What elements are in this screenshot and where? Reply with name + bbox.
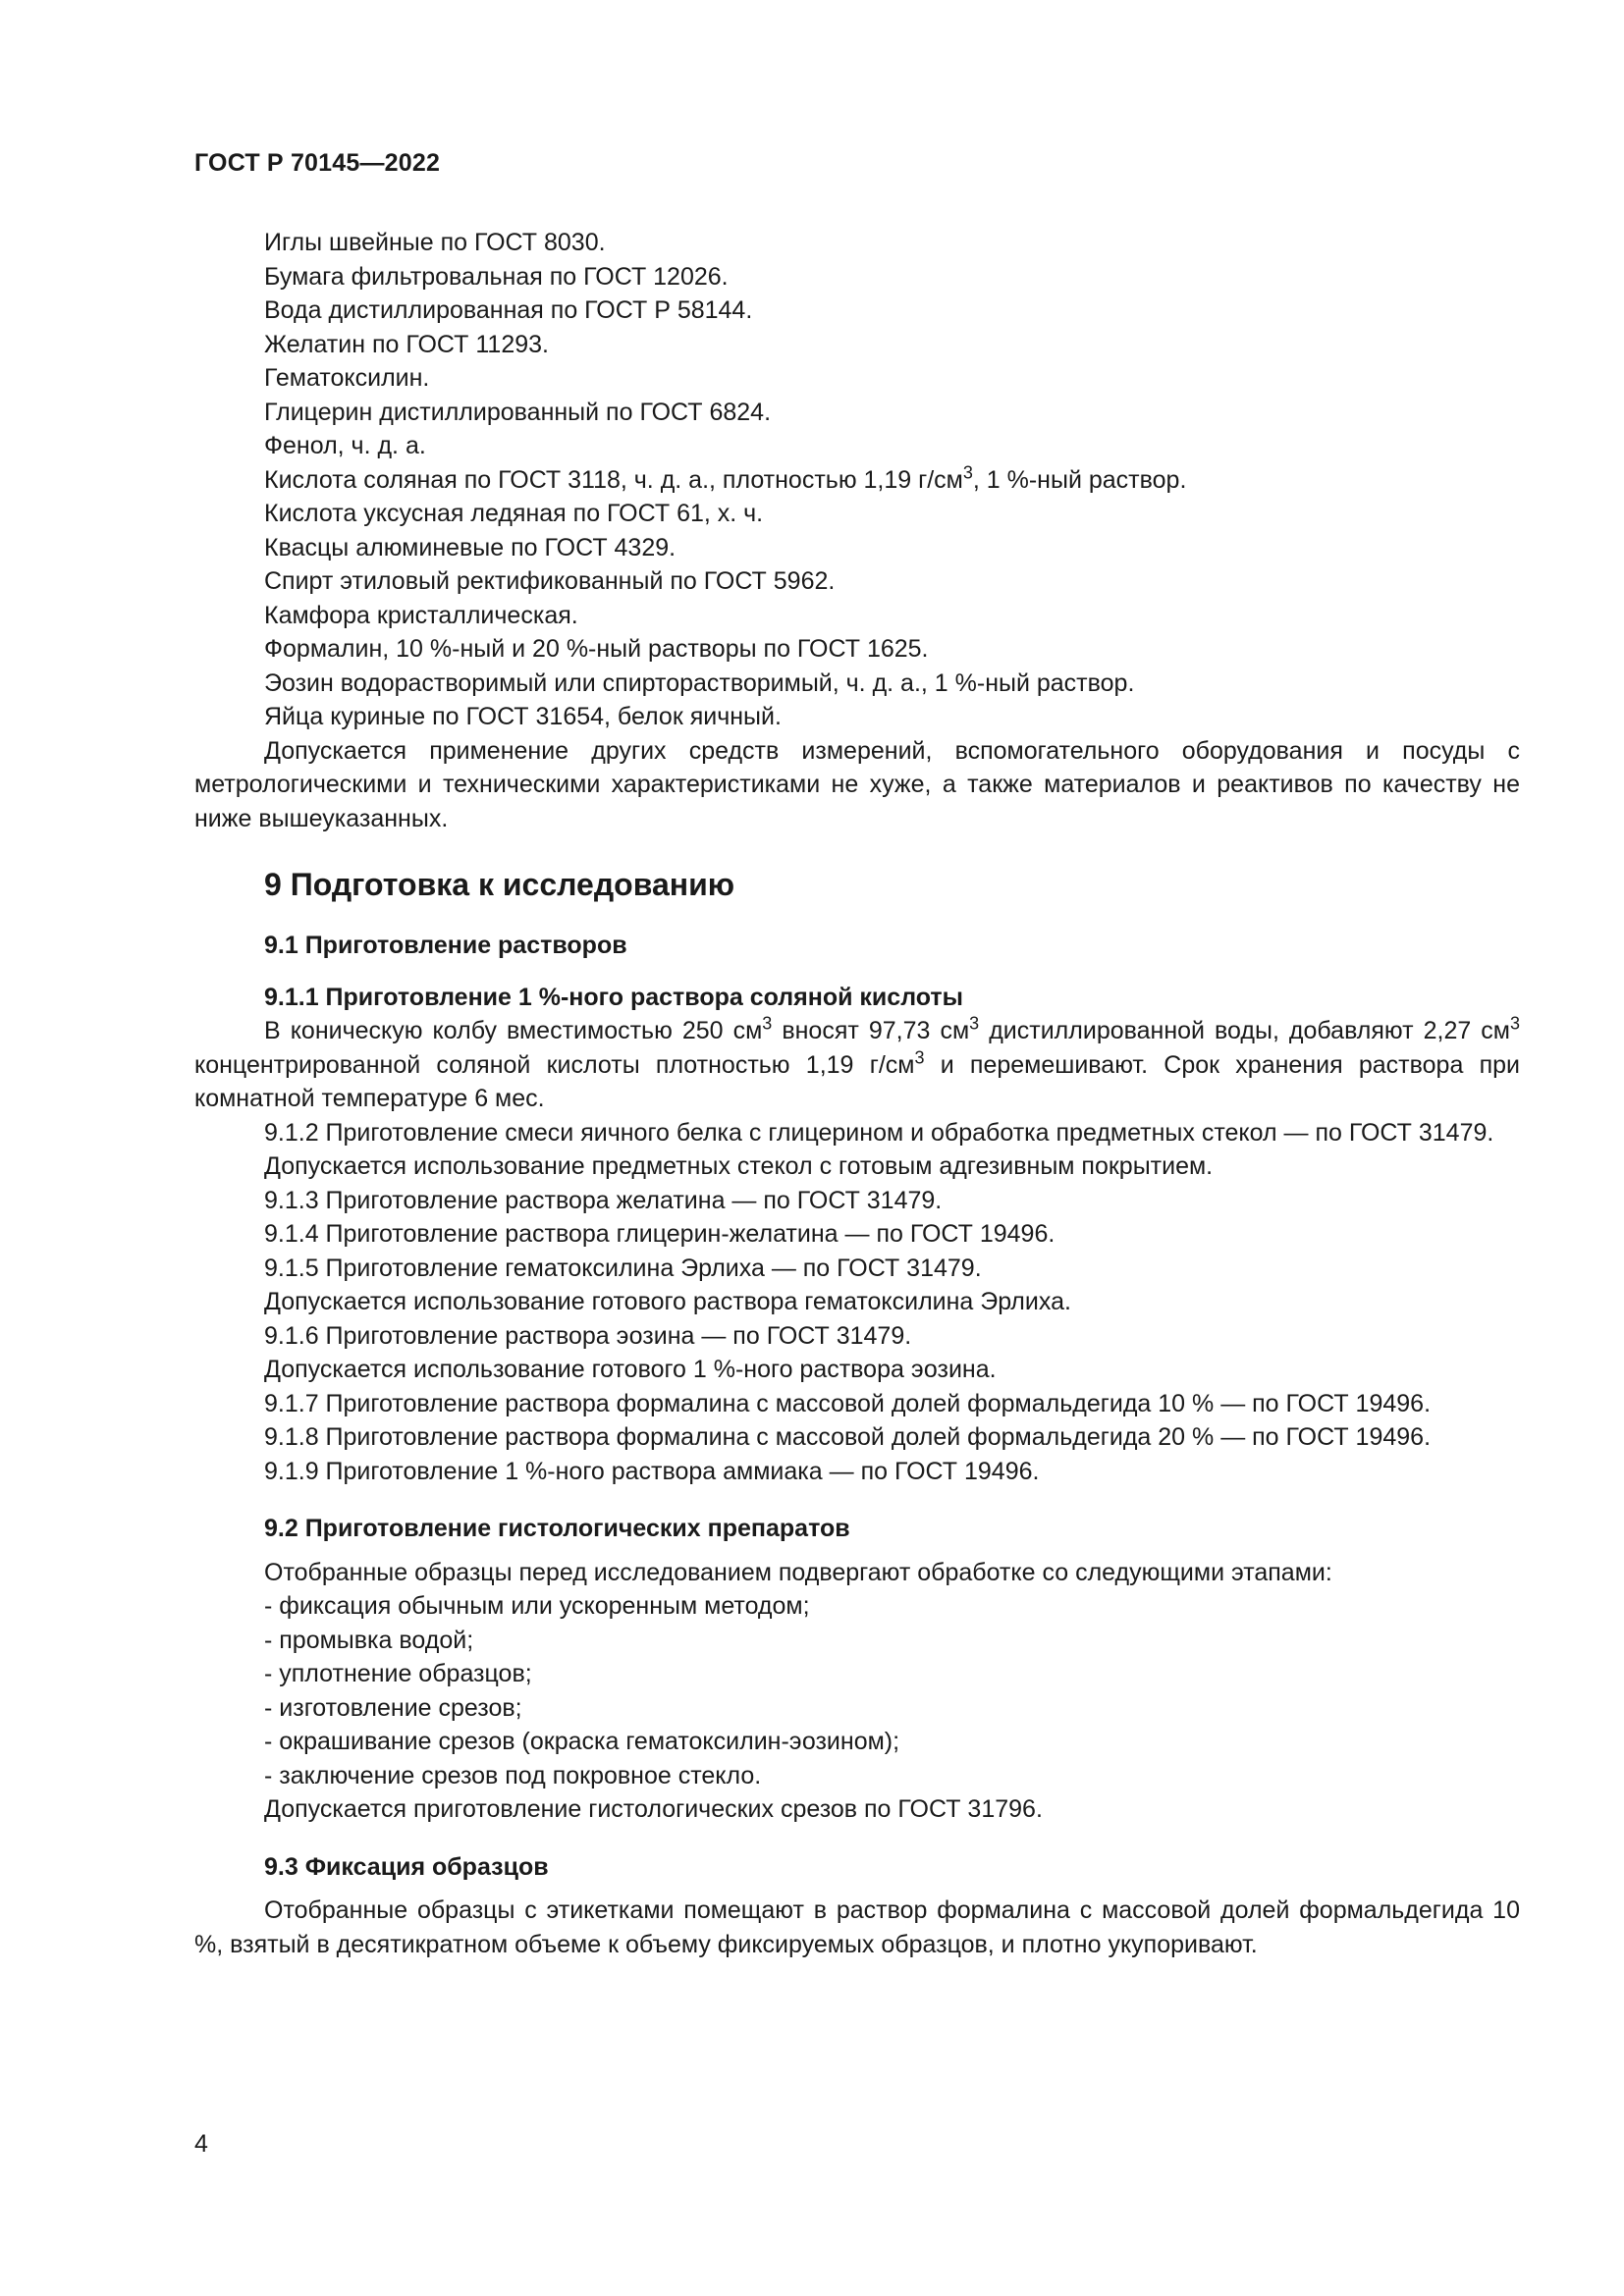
list-item: - уплотнение образцов;: [264, 1660, 532, 1687]
section-9-1-6-note: Допускается использование готового 1 %-ного раствора эозина.: [264, 1356, 997, 1383]
section-9-1-1-text: [194, 1014, 1520, 1116]
section-9-1-8: 9.1.8 Приготовление раствора формалина с массовой долей формальдегида 20 % — по ГОСТ 19496.: [264, 1423, 1432, 1451]
material-item: Квасцы алюминевые по ГОСТ 4329.: [264, 533, 677, 561]
section-9-1-2-note: Допускается использование предметных стекол с готовым адгезивным покрытием.: [264, 1152, 1214, 1180]
superscript: 3: [1509, 1013, 1520, 1034]
section-9-3-title: 9.3 Фиксация образцов: [264, 1852, 549, 1881]
material-item: Иглы швейные по ГОСТ 8030.: [264, 229, 606, 256]
section-9-1-3: 9.1.3 Приготовление раствора желатина — по ГОСТ 31479.: [264, 1186, 943, 1214]
material-item: Глицерин дистиллированный по ГОСТ 6824.: [264, 398, 772, 426]
material-item: Спирт этиловый ректификованный по ГОСТ 5962.: [264, 567, 836, 595]
list-item: - заключение срезов под покровное стекло.: [264, 1761, 762, 1789]
material-item: Бумага фильтровальная по ГОСТ 12026.: [264, 262, 729, 291]
text-fragment: вносят 97,73 см: [772, 1017, 970, 1044]
material-item: Эозин водорастворимый или спирторастворимый, ч. д. а., 1 %-ный раствор.: [264, 668, 1135, 697]
material-item: Формалин, 10 %-ный и 20 %-ный растворы по ГОСТ 1625.: [264, 635, 929, 663]
material-item: Желатин по ГОСТ 11293.: [264, 330, 549, 358]
material-item: Вода дистиллированная по ГОСТ Р 58144.: [264, 296, 753, 324]
section-9-1-9: 9.1.9 Приготовление 1 %-ного раствора аммиака — по ГОСТ 19496.: [264, 1457, 1040, 1485]
superscript: 3: [914, 1047, 925, 1068]
section-9-2-title: 9.2 Приготовление гистологических препаратов: [264, 1515, 850, 1542]
text-fragment: В коническую колбу вместимостью 250 см: [264, 1017, 763, 1044]
materials-note: Допускается применение других средств измерений, вспомогательного оборудования и посуды с метрологическими и техническими характеристиками не хуже, а также материалов и реактивов по качеству не ниже вышеуказанных.: [194, 736, 1520, 832]
section-9-1-5-note: Допускается использование готового раствора гематоксилина Эрлиха.: [264, 1288, 1071, 1315]
superscript: 3: [762, 1013, 773, 1034]
section-9-title: 9 Подготовка к исследованию: [264, 867, 735, 902]
list-item: - промывка водой;: [264, 1626, 474, 1654]
text-fragment: дистиллированной воды, добавляют 2,27 см: [979, 1017, 1510, 1044]
material-item: Фенол, ч. д. а.: [264, 432, 426, 459]
material-item: Яйца куриные по ГОСТ 31654, белок яичный.: [264, 703, 782, 730]
list-item: - окрашивание срезов (окраска гематоксилин-эозином);: [264, 1728, 900, 1755]
section-9-1-title: 9.1 Приготовление растворов: [264, 932, 627, 959]
document-body: [194, 226, 1520, 1961]
section-9-2-intro: Отобранные образцы перед исследованием подвергают обработке со следующими этапами:: [264, 1558, 1332, 1586]
document-header: ГОСТ Р 70145—2022: [194, 149, 441, 177]
list-item: - фиксация обычным или ускоренным методом;: [264, 1592, 810, 1620]
section-9-1-4: 9.1.4 Приготовление раствора глицерин-желатина — по ГОСТ 19496.: [264, 1220, 1056, 1248]
page-number: 4: [194, 2130, 208, 2158]
section-9-1-1-title: 9.1.1 Приготовление 1 %-ного раствора соляной кислоты: [264, 983, 963, 1011]
superscript: 3: [962, 462, 973, 483]
material-item-hcl: [194, 463, 1520, 498]
section-9-1-2: 9.1.2 Приготовление смеси яичного белка с глицерином и обработка предметных стекол — по ГОСТ 31479.: [264, 1118, 1494, 1147]
section-9-1-5: 9.1.5 Приготовление гематоксилина Эрлиха — по ГОСТ 31479.: [264, 1254, 982, 1282]
material-hcl-text: Кислота соляная по ГОСТ 3118, ч. д. а., плотностью 1,19 г/см: [264, 465, 963, 494]
section-9-2-note: Допускается приготовление гистологических срезов по ГОСТ 31796.: [264, 1795, 1043, 1823]
text-fragment: концентрированной соляной кислоты плотностью 1,19 г/см: [194, 1050, 915, 1079]
material-item: Камфора кристаллическая.: [264, 601, 578, 629]
material-hcl-text-end: , 1 %-ный раствор.: [972, 465, 1187, 494]
superscript: 3: [969, 1013, 980, 1034]
material-item: Кислота уксусная ледяная по ГОСТ 61, х. ч.: [264, 500, 764, 527]
material-item: Гематоксилин.: [264, 364, 430, 392]
list-item: - изготовление срезов;: [264, 1693, 522, 1722]
section-9-1-6: 9.1.6 Приготовление раствора эозина — по ГОСТ 31479.: [264, 1321, 912, 1350]
section-9-3-text: Отобранные образцы с этикетками помещают в раствор формалина с массовой долей формальдегида 10 %, взятый в десятикратном объеме к объему фиксируемых образцов, и плотно укупоривают.: [194, 1896, 1520, 1958]
text-fragment: и перемешивают. Срок хранения раствора при комнатной температуре 6 мес.: [194, 1050, 1520, 1112]
section-9-1-7: 9.1.7 Приготовление раствора формалина с массовой долей формальдегида 10 % — по ГОСТ 19496.: [264, 1389, 1432, 1417]
